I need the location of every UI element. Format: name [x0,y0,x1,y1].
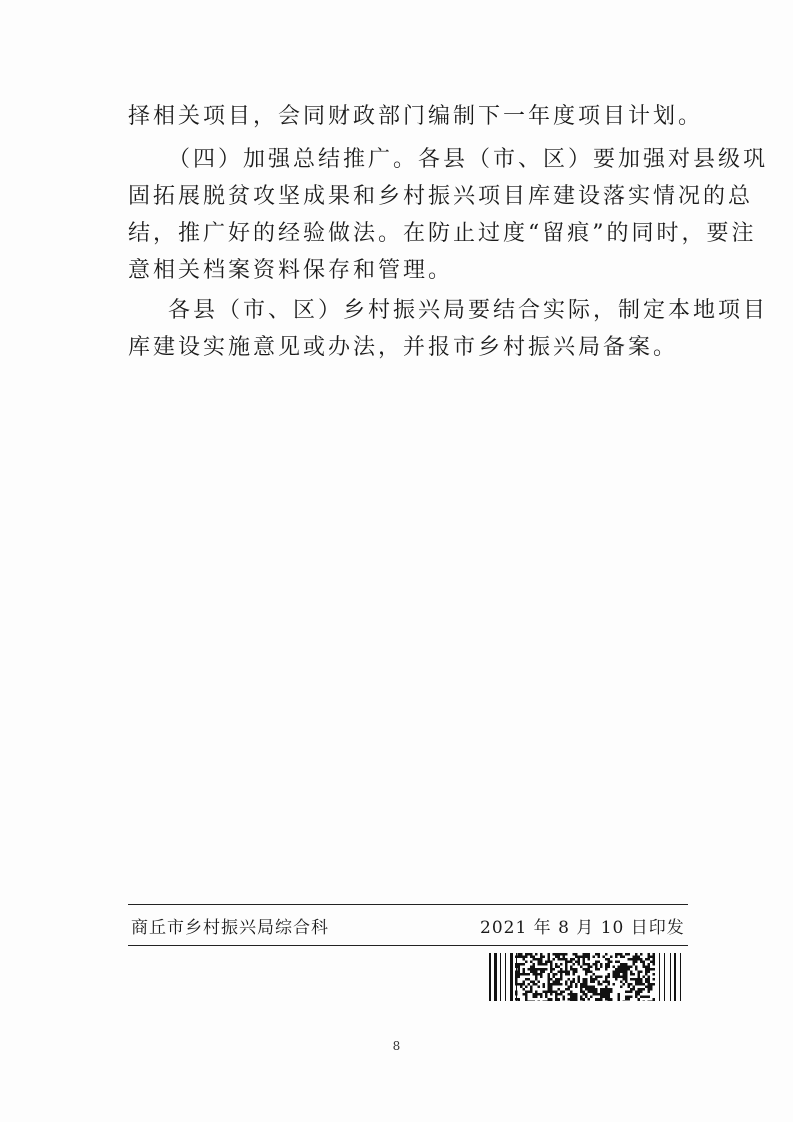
footer-issue-date: 2021 年 8 月 10 日印发 [480,918,685,938]
text-line: 固拓展脱贫攻坚成果和乡村振兴项目库建设落实情况的总 [128,184,754,209]
text-line: 结，推广好的经验做法。在防止过度“留痕”的同时，要注 [128,221,757,246]
text-line: （四）加强总结推广。各县（市、区）要加强对县级巩 [168,147,769,172]
text-line: 库建设实施意见或办法，并报市乡村振兴局备案。 [128,335,679,360]
footer-issuer: 商丘市乡村振兴局综合科 [131,918,329,938]
page-number: 8 [392,1039,401,1053]
footer-bottom-rule [128,945,688,946]
text-line: 各县（市、区）乡村振兴局要结合实际，制定本地项目 [168,298,769,323]
barcode-image [489,953,685,1001]
text-line: 择相关项目，会同财政部门编制下一年度项目计划。 [128,104,704,129]
text-line: 意相关档案资料保存和管理。 [128,258,454,283]
footer-top-rule [128,904,688,905]
